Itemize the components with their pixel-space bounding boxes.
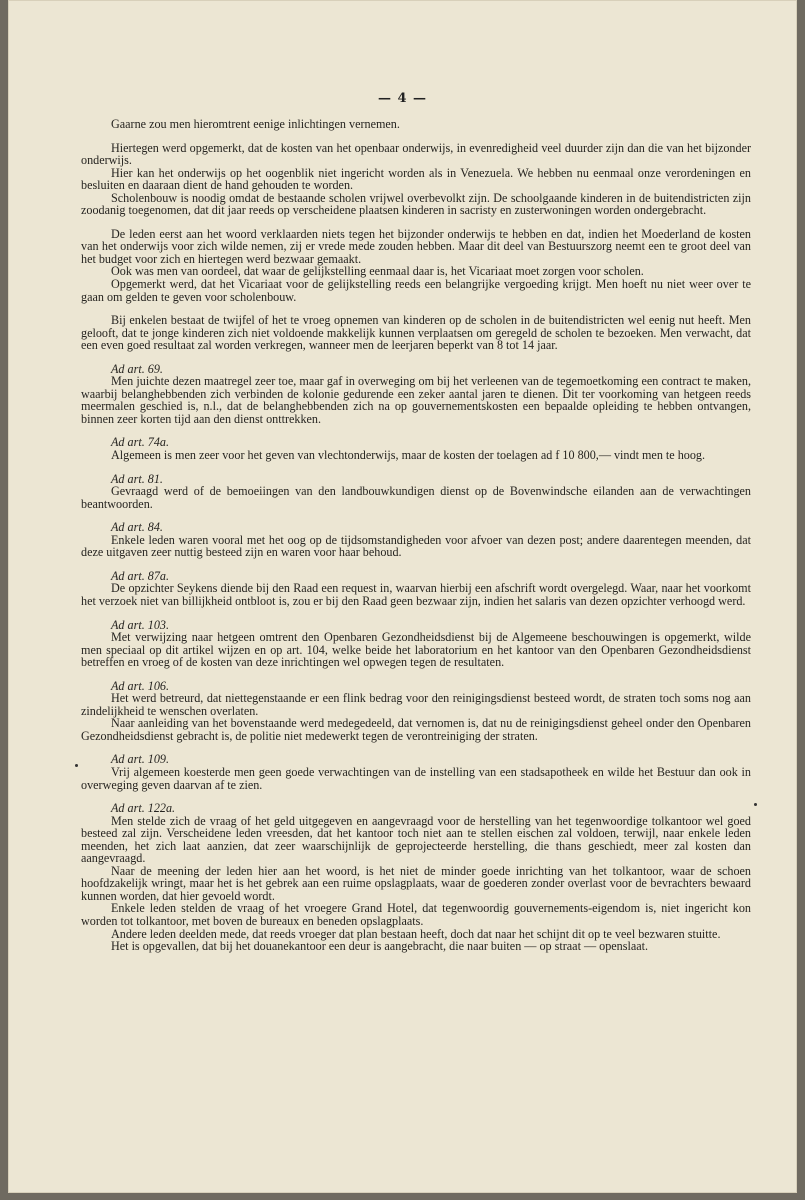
paragraph: Gaarne zou men hieromtrent eenige inlichtingen vernemen. — [111, 117, 400, 131]
section-heading: Ad art. 74a. — [111, 435, 170, 450]
paragraph: Hiertegen werd opgemerkt, dat de kosten van het openbaar onderwijs, in evenredigheid veel duurder zijn dan die van het bijzonder onderwijs. — [81, 140, 751, 168]
paragraph: Men juichte dezen maatregel zeer toe, maar gaf in overweging om bij het verleenen van de tegemoetkoming een contract te maken, waarbij belanghebbenden zich verbinden de kolonie gedurende een zeker aantal jaren te dienen. Dit ter voorkoming van hetgeen reeds meermalen geschied is, n.l., dat de belanghebbenden zich na op gouvernementskosten een bepaalde opleiding te hebben ontvangen, binnen zeer korten tijd aan den dienst onttrekken. — [81, 374, 751, 426]
paragraph: Vrij algemeen koesterde men geen goede verwachtingen van de instelling van een stadsapotheek en wilde het Bestuur dan ook in overweging geven daarvan af te zien. — [81, 764, 751, 792]
paragraph: Men stelde zich de vraag of het geld uitgegeven en aangevraagd voor de herstelling van het tegenwoordige tolkantoor wel goed besteed zal zijn. Verscheidene leden vreesden, dat het kantoor toch niet aan te stellen eischen zal voldoen, terwijl, naar enkele leden meenden, het zich laat aanzien, dat zeer waarschijnlijk de geprojecteerde herstelling, die thans geschiedt, meer zal kosten dan aangevraagd. — [81, 813, 751, 866]
section-heading: Ad art. 122a. — [111, 801, 176, 816]
paragraph: Enkele leden stelden de vraag of het vroegere Grand Hotel, dat tegenwoordig gouvernements-eigendom is, niet ingericht kon worden tot tolkantoor, met boven de bureaux en beneden opslagplaats. — [81, 901, 751, 928]
body-text — [81, 118, 751, 953]
document-page — [8, 0, 797, 1193]
ink-dot — [754, 803, 757, 806]
section-art-122a — [81, 802, 751, 953]
paragraph: Ook was men van oordeel, dat waar de gelijkstelling eenmaal daar is, het Vicariaat moet zorgen voor scholen. — [111, 264, 644, 279]
paragraph: Andere leden deelden mede, dat reeds vroeger dat plan bestaan heeft, doch dat naar het schijnt dit op te veel bezwaren stuitte. — [111, 926, 721, 941]
page-number: — 4 — — [377, 91, 428, 106]
section-heading: Ad art. 69. — [111, 361, 163, 376]
paragraph: Naar aanleiding van het bovenstaande werd medegedeeld, dat vernomen is, dat nu de reinigingsdienst geheel onder den Openbaren Gezondheidsdienst gebracht is, de politie niet medewerkt tegen de verontreiniging der straten. — [81, 716, 751, 743]
section-heading: Ad art. 81. — [111, 471, 163, 486]
paragraph: Opgemerkt werd, dat het Vicariaat voor de gelijkstelling reeds een belangrijke vergoeding krijgt. Men hoeft nu niet weer over te gaan om gelden te geven voor scholenbouw. — [81, 277, 751, 304]
paragraph: Het is opgevallen, dat bij het douanekantoor een deur is aangebracht, die naar buiten — op straat — openslaat. — [111, 939, 649, 954]
section-art-81 — [81, 473, 751, 511]
paragraph: Hier kan het onderwijs op het oogenblik niet ingericht worden als in Venezuela. We hebben nu eenmaal onze verordeningen en besluiten en daaraan dient de hand gehouden te worden. — [81, 165, 751, 193]
paragraph: Gevraagd werd of de bemoeiingen van den landbouwkundigen dienst op de Bovenwindsche eilanden aan de verwachtingen beantwoorden. — [81, 484, 751, 511]
section-heading: Ad art. 109. — [111, 752, 170, 767]
section-art-87a — [81, 570, 751, 608]
section-art-74a — [81, 436, 751, 461]
section-art-69 — [81, 363, 751, 426]
section-heading: Ad art. 87a. — [111, 568, 170, 583]
paragraph: De leden eerst aan het woord verklaarden niets tegen het bijzonder onderwijs te hebben en dat, indien het Moederland de kosten van het onderwijs voor zich wilde nemen, zij er vrede mede zouden hebben. Maar dit deel van Bestuurszorg neemt een te groot deel van het budget voor zich en hiertegen werd bezwaar gemaakt. — [81, 226, 751, 266]
section-art-109 — [81, 753, 751, 791]
ink-dot — [75, 764, 78, 767]
paragraph: Met verwijzing naar hetgeen omtrent den Openbaren Gezondheidsdienst bij de Algemeene beschouwingen is opgemerkt, wilde men speciaal op dit artikel wijzen en op art. 104, welke beide het laboratorium en het kantoor van den Openbaren Gezondheidsdienst betreffen en vroeg of de kosten van deze inrichtingen wel opwegen tegen de resultaten. — [81, 630, 751, 670]
section-art-84 — [81, 521, 751, 559]
paragraph: Bij enkelen bestaat de twijfel of het te vroeg opnemen van kinderen op de scholen in de buitendistricten wel eenig nut heeft. Men gelooft, dat te jonge kinderen zich niet voldoende makkelijk kunnen verplaatsen om geregeld de scholen te bezoeken. Men verwacht, dat een even goed resultaat zal worden verkregen, wanneer men de leerjaren beperkt van 8 tot 14 jaar. — [81, 313, 751, 353]
section-heading: Ad art. 84. — [111, 520, 163, 535]
section-heading: Ad art. 103. — [111, 617, 170, 632]
section-art-103 — [81, 619, 751, 669]
paragraph: Het werd betreurd, dat niettegenstaande er een flink bedrag voor den reinigingsdienst besteed wordt, de straten toch soms nog aan zindelijkheid te wenschen overlaten. — [81, 691, 751, 718]
paragraph: Naar de meening der leden hier aan het woord, is het niet de minder goede inrichting van het tolkantoor, waar de schoen hoofdzakelijk wringt, maar het is het gebrek aan een ruime opslagplaats, waar de goederen zonder overlast voor de bevrachters bewaard kunnen worden, dat hier gevoeld wordt. — [81, 863, 751, 903]
section-art-106 — [81, 680, 751, 743]
paragraph: Scholenbouw is noodig omdat de bestaande scholen vrijwel overbevolkt zijn. De schoolgaande kinderen in de buitendistricten zijn zoodanig toegenomen, dat dit jaar reeds op verscheidene plaatsen kinderen in sacristy en zusterwoningen worden ondergebracht. — [81, 190, 751, 218]
paragraph: Enkele leden waren vooral met het oog op de tijdsomstandigheden voor afvoer van dezen post; andere daarentegen meenden, dat deze uitgaven zeer nuttig besteed zijn en waren voor haar behoud. — [81, 532, 751, 560]
section-heading: Ad art. 106. — [111, 678, 170, 693]
paragraph: De opzichter Seykens diende bij den Raad een request in, waarvan hierbij een afschrift wordt overgelegd. Waar, naar het voorkomt het verzoek niet van billijkheid ontbloot is, zou er bij den Raad geen bezwaar zijn, indien het salaris van dezen opzichter verhoogd werd. — [81, 581, 751, 608]
paragraph: Algemeen is men zeer voor het geven van vlechtonderwijs, maar de kosten der toelagen ad f 10 800,— vindt men te hoog. — [111, 448, 706, 463]
